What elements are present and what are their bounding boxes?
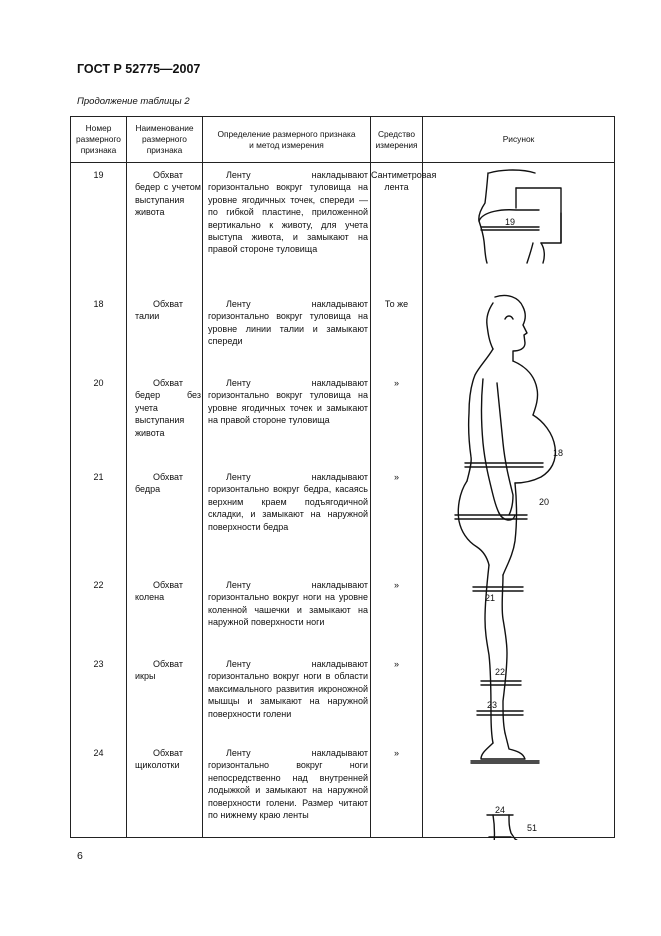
header-num-line: Номер bbox=[85, 123, 112, 133]
figure-label-22: 22 bbox=[495, 667, 506, 677]
header-definition-line: Определение размерного признака bbox=[217, 128, 356, 139]
figure-label-20: 20 bbox=[539, 497, 550, 507]
row-21-num: 21 bbox=[93, 472, 104, 482]
row-19-means: Сантиметровая лента bbox=[371, 170, 437, 193]
measurement-table bbox=[70, 116, 615, 838]
row-24-name: Обхват щиколотки bbox=[135, 748, 183, 771]
row-24-means: » bbox=[393, 748, 399, 758]
row-20-means: » bbox=[393, 378, 399, 388]
header-num-line: признака bbox=[80, 145, 117, 155]
header-definition bbox=[203, 117, 371, 163]
header-name bbox=[127, 117, 203, 163]
body-profile-figure bbox=[455, 295, 555, 763]
header-definition-line: и метод измерения bbox=[249, 139, 324, 150]
table-header-row bbox=[71, 117, 615, 163]
table-caption: Продолжение таблицы 2 bbox=[77, 96, 190, 107]
table-body-row bbox=[71, 163, 615, 838]
document-title: ГОСТ Р 52775—2007 bbox=[77, 62, 201, 76]
row-22-means: » bbox=[393, 580, 399, 590]
hip-with-belly-figure bbox=[479, 170, 561, 263]
row-20-num: 20 bbox=[93, 378, 104, 388]
row-23-name: Обхват икры bbox=[135, 659, 183, 682]
means-column bbox=[371, 163, 437, 838]
row-23-means: » bbox=[393, 659, 399, 669]
row-22-definition: Ленту накладывают горизонтально вокруг ноги на уровне коленной чашечки и замыкают на наружной поверхности ноги bbox=[208, 580, 368, 628]
row-20-definition: Ленту накладывают горизонтально вокруг туловища на уровне ягодичных точек и замыкают на правой стороне туловища bbox=[208, 378, 368, 426]
figure-column bbox=[423, 163, 615, 838]
row-21-means: » bbox=[393, 472, 399, 482]
row-19-num: 19 bbox=[93, 170, 104, 180]
row-21-name: Обхват бедра bbox=[135, 472, 183, 495]
figure-label-19: 19 bbox=[505, 217, 516, 227]
header-figure bbox=[423, 117, 615, 163]
row-18-num: 18 bbox=[93, 299, 104, 309]
figure-label-23: 23 bbox=[487, 700, 498, 710]
row-23-definition: Ленту накладывают горизонтально вокруг ноги в области максимального развития икроножной мышцы и замыкают на наружной поверхности голени bbox=[208, 659, 368, 719]
row-20-name: Обхват бедер без учета выступания живота bbox=[135, 378, 201, 438]
row-21-definition: Ленту накладывают горизонтально вокруг бедра, касаясь верхним краем подъягодичной складки, и замыкают на наружной поверхности бедра bbox=[208, 472, 368, 532]
row-18-means: То же bbox=[384, 299, 409, 309]
ankle-figure bbox=[475, 815, 565, 840]
row-18-name: Обхват талии bbox=[135, 299, 183, 322]
header-num bbox=[71, 117, 127, 163]
row-22-num: 22 bbox=[93, 580, 104, 590]
name-column bbox=[127, 163, 203, 838]
num-column bbox=[71, 163, 127, 838]
header-name-line: признака bbox=[146, 145, 183, 155]
header-name-line: Наименование bbox=[135, 123, 194, 133]
row-18-definition: Ленту накладывают горизонтально вокруг туловища на уровне линии талии и замыкают спереди bbox=[208, 299, 368, 347]
header-figure-line: Рисунок bbox=[502, 134, 535, 144]
page-number: 6 bbox=[77, 850, 83, 862]
header-name-line: размерного bbox=[142, 134, 187, 144]
figure-label-18: 18 bbox=[553, 448, 564, 458]
row-23-num: 23 bbox=[93, 659, 104, 669]
figure-label-24: 24 bbox=[495, 805, 506, 815]
definition-column bbox=[203, 163, 371, 838]
row-24-definition: Ленту накладывают горизонтально вокруг ноги непосредственно над внутренней лодыжкой и замыкают на наружной поверхности голени. Размер читают по нижнему краю ленты bbox=[208, 748, 368, 821]
header-means bbox=[371, 117, 423, 163]
row-19-name: Обхват бедер с учетом выступания живота bbox=[135, 170, 201, 218]
row-24-num: 24 bbox=[93, 748, 104, 758]
row-19-definition: Ленту накладывают горизонтально вокруг туловища на уровне ягодичных точек, спереди — по гибкой пластине, приложенной вертикально к животу, для учета выступа живота, и замыкают на правой стороне туловища bbox=[208, 170, 368, 255]
body-measurement-illustration bbox=[423, 163, 615, 840]
figure-label-51: 51 bbox=[527, 823, 538, 833]
header-num-line: размерного bbox=[76, 134, 121, 144]
figure-label-21: 21 bbox=[485, 593, 496, 603]
row-22-name: Обхват колена bbox=[135, 580, 183, 603]
header-means-line: Средство bbox=[377, 128, 416, 139]
header-means-line: измерения bbox=[375, 139, 418, 150]
